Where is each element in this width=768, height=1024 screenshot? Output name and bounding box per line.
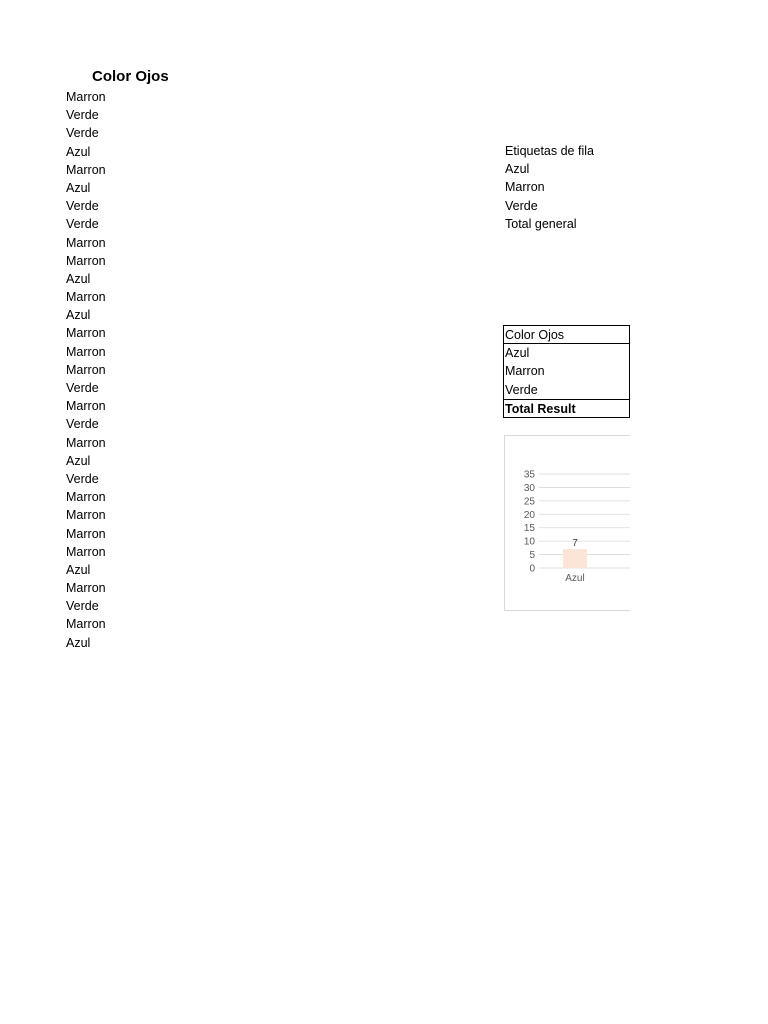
y-tick-label: 35: [523, 469, 535, 481]
list-item: Verde: [66, 417, 99, 432]
list-item: Marron: [66, 344, 106, 359]
list-item: Verde: [66, 381, 99, 395]
list-item: Azul: [66, 180, 91, 195]
list-item: Azul: [66, 271, 91, 286]
list-item: Marron: [66, 508, 106, 523]
result-row-marron: Marron: [505, 364, 545, 379]
list-item: Verde: [66, 599, 99, 614]
list-item: Marron: [66, 235, 106, 250]
list-item: Marron: [66, 362, 106, 377]
list-item: Verde: [66, 199, 99, 214]
bar-azul: [563, 549, 587, 568]
list-item: Azul: [66, 635, 91, 650]
column-title: Color Ojos: [92, 68, 169, 85]
list-item: Azul: [66, 453, 91, 468]
result-row-verde: Verde: [505, 382, 538, 397]
result-table: [503, 325, 630, 418]
list-item: Verde: [66, 471, 99, 486]
eye-color-list: [66, 88, 106, 652]
list-item: Marron: [66, 290, 106, 305]
list-item: Marron: [66, 326, 106, 341]
pivot-row-marron: Marron: [505, 180, 545, 195]
result-row-azul: Azul: [505, 346, 530, 361]
list-item: Marron: [66, 435, 106, 450]
y-tick-label: 25: [523, 496, 535, 508]
y-tick-label: 0: [529, 563, 535, 575]
list-item: Marron: [66, 526, 106, 541]
list-item: Azul: [66, 562, 91, 577]
y-tick-label: 15: [523, 523, 535, 535]
list-item: Marron: [66, 90, 106, 104]
list-item: Verde: [66, 126, 99, 141]
y-tick-label: 30: [523, 482, 535, 494]
list-item: Verde: [66, 108, 99, 123]
y-tick-label: 20: [523, 509, 535, 521]
list-item: Marron: [66, 253, 106, 268]
list-item: Marron: [66, 617, 106, 632]
list-item: Marron: [66, 399, 106, 414]
pivot-row-verde: Verde: [505, 198, 538, 213]
pivot-table: [505, 142, 594, 233]
list-item: Marron: [66, 544, 106, 559]
result-total: Total Result: [504, 399, 629, 417]
pivot-total: Total general: [505, 216, 577, 231]
x-tick-label: Azul: [565, 573, 585, 584]
pivot-row-azul: Azul: [505, 162, 530, 177]
bar-chart-svg: [505, 436, 630, 611]
result-table-header: Color Ojos: [504, 326, 629, 344]
y-tick-label: 5: [529, 550, 535, 562]
bar-data-label: 7: [572, 538, 578, 550]
pivot-header: Etiquetas de fila: [505, 144, 594, 158]
bar-chart: [504, 435, 630, 611]
list-item: Marron: [66, 490, 106, 505]
list-item: Verde: [66, 217, 99, 232]
list-item: Azul: [66, 144, 91, 159]
list-item: Marron: [66, 581, 106, 596]
y-tick-label: 10: [523, 536, 535, 548]
list-item: Azul: [66, 308, 91, 323]
list-item: Marron: [66, 162, 106, 177]
